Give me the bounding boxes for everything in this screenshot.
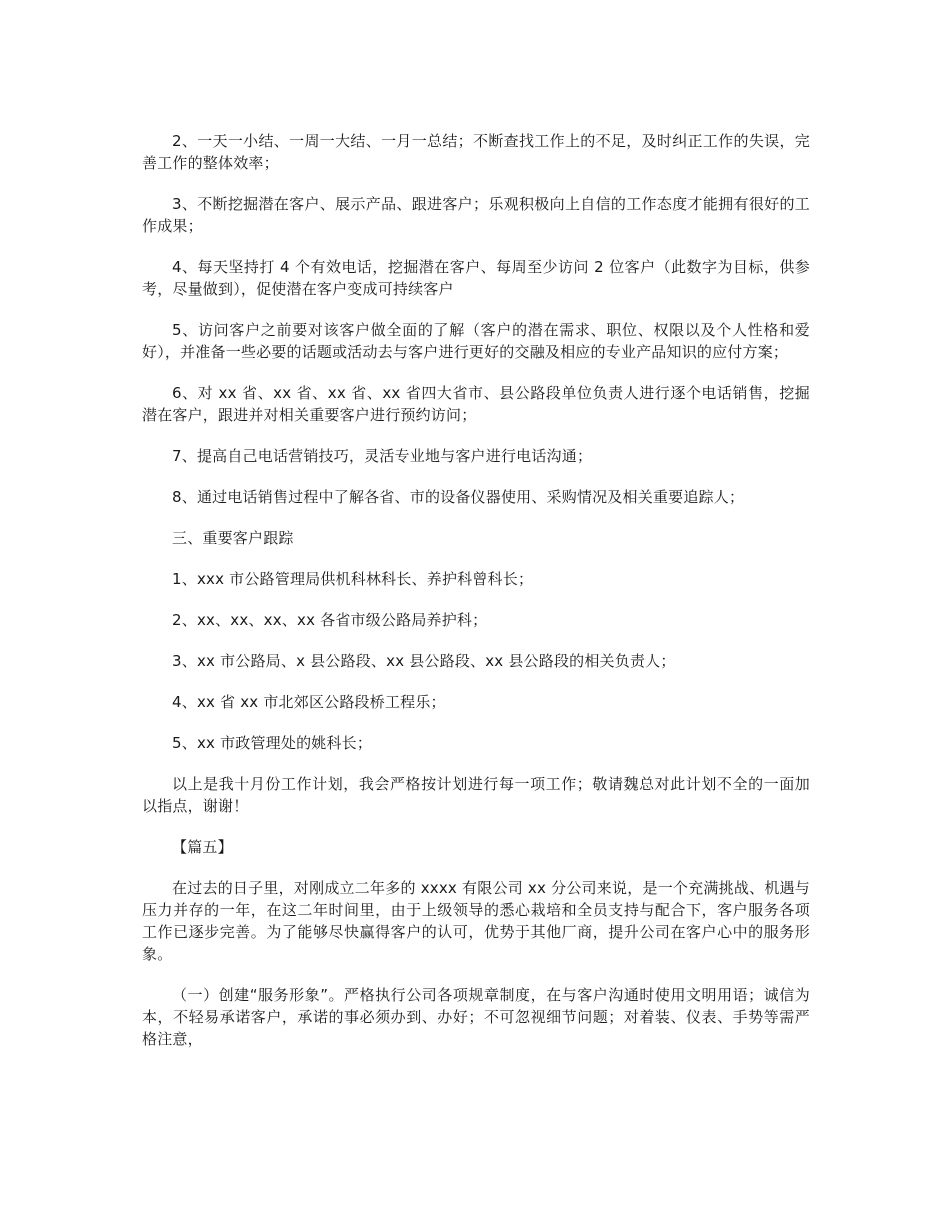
client-item-5: 5、xx 市政管理处的姚科长； (172, 734, 373, 752)
paragraph-item-2: 2、一天一小结、一周一大结、一月一总结；不断查找工作上的不足，及时纠正工作的失误，完善工作的整体效率； (142, 132, 810, 172)
paragraph-item-5: 5、访问客户之前要对该客户做全面的了解（客户的潜在需求、职位、权限以及个人性格和爱好），并准备一些必要的话题或活动去与客户进行更好的交融及相应的专业产品知识的应付方案； (142, 321, 810, 361)
client-item-3: 3、xx 市公路局、x 县公路段、xx 县公路段、xx 县公路段的相关负责人； (172, 652, 676, 670)
paragraph-item-7: 7、提高自己电话营销技巧，灵活专业地与客户进行电话沟通； (172, 447, 593, 465)
section-title-part-five: 【篇五】 (172, 838, 233, 856)
paragraph-item-4: 4、每天坚持打 4 个有效电话，挖掘潜在客户、每周至少访问 2 位客户（此数字为目标，供参考，尽量做到），促使潜在客户变成可持续客户 (142, 258, 810, 298)
service-image-paragraph: （一）创建“服务形象”。严格执行公司各项规章制度，在与客户沟通时使用文明用语；诚信为本，不轻易承诺客户，承诺的事必须办到、办好；不可忽视细节问题；对着装、仪表、手势等需严格注意， (142, 986, 810, 1048)
document-body (142, 130, 810, 1069)
section-heading-key-clients: 三、重要客户跟踪 (172, 529, 294, 547)
client-item-2: 2、xx、xx、xx、xx 各省市级公路局养护科； (172, 611, 488, 629)
paragraph-item-6: 6、对 xx 省、xx 省、xx 省、xx 省四大省市、县公路段单位负责人进行逐个电话销售，挖掘潜在客户，跟进并对相关重要客户进行预约访问； (142, 384, 810, 424)
paragraph-item-8: 8、通过电话销售过程中了解各省、市的设备仪器使用、采购情况及相关重要追踪人； (172, 488, 745, 506)
intro-paragraph: 在过去的日子里，对刚成立二年多的 xxxx 有限公司 xx 分公司来说，是一个充满挑战、机遇与压力并存的一年，在这二年时间里，由于上级领导的悉心栽培和全员支持与配合下，客户服务各项工作已逐步完善。为了能够尽快赢得客户的认可，优势于其他厂商，提升公司在客户心中的服务形象。 (142, 879, 810, 963)
closing-paragraph: 以上是我十月份工作计划，我会严格按计划进行每一项工作；敬请魏总对此计划不全的一面加以指点，谢谢！ (142, 775, 810, 815)
paragraph-item-3: 3、不断挖掘潜在客户、展示产品、跟进客户；乐观积极向上自信的工作态度才能拥有很好的工作成果； (142, 195, 810, 235)
client-item-1: 1、xxx 市公路管理局供机科林科长、养护科曾科长； (172, 570, 534, 588)
client-item-4: 4、xx 省 xx 市北郊区公路段桥工程乐； (172, 693, 446, 711)
